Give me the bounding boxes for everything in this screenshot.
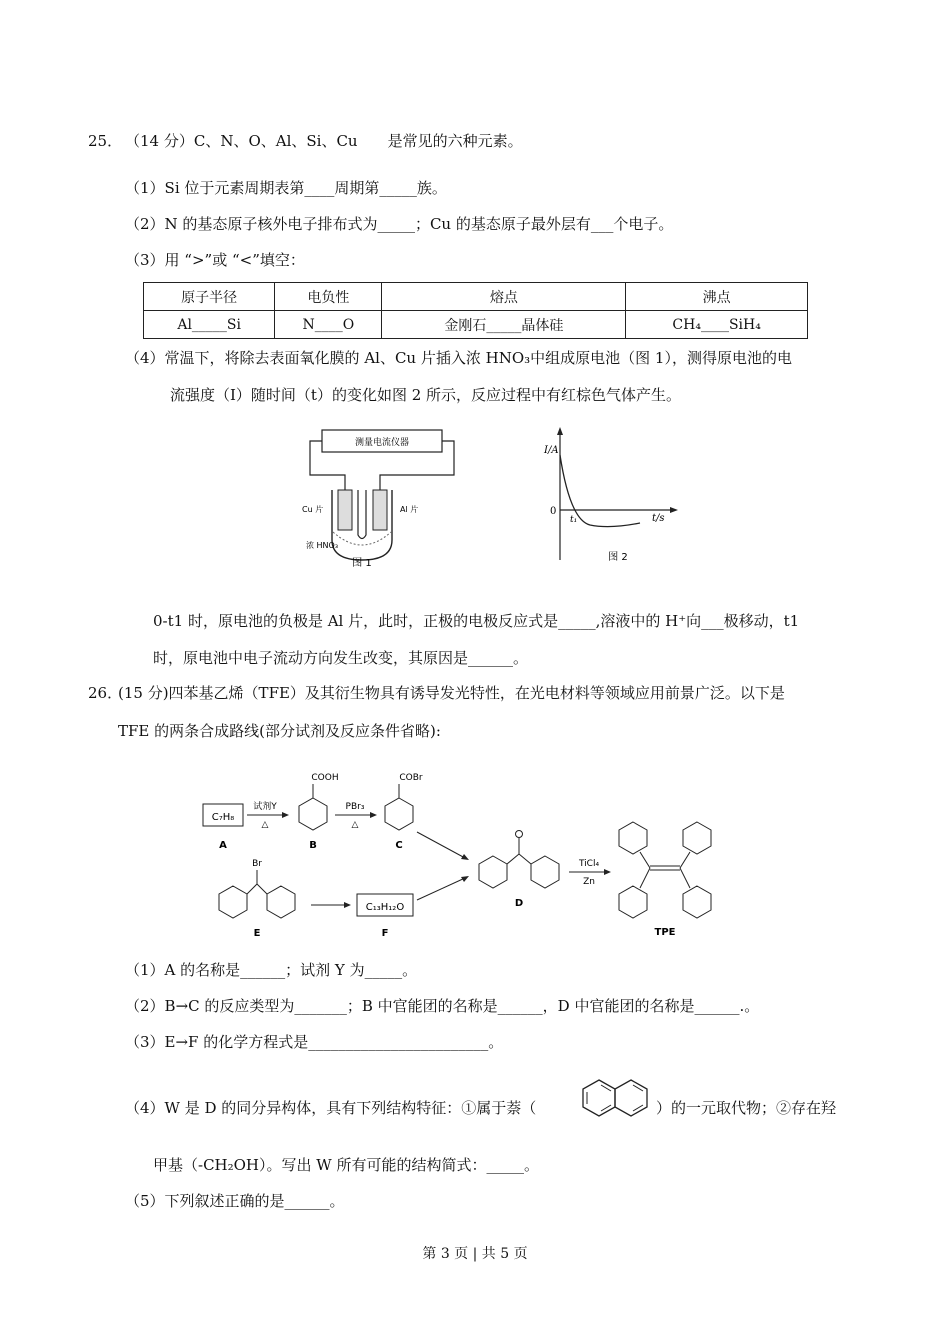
reagent-zn: Zn — [583, 877, 595, 887]
E-group: Br — [252, 859, 262, 869]
q26-header-line2: TFE 的两条合成路线(部分试剂及反应条件省略): — [118, 722, 441, 740]
figure-1-caption: 图 1 — [352, 558, 372, 569]
B-label: B — [309, 840, 317, 851]
q26-part4-a: （4）W 是 D 的同分异构体，具有下列结构特征：①属于萘（ — [125, 1099, 537, 1117]
comparison-table — [143, 282, 808, 339]
q25-part4-line4: 时，原电池中电子流动方向发生改变，其原因是______。 — [153, 649, 529, 667]
table-header: 原子半径 — [144, 283, 275, 311]
acid-label: 浓 HNO₃ — [306, 541, 339, 550]
q25-part4-line1: （4）常温下，将除去表面氧化膜的 Al、Cu 片插入浓 HNO₃中组成原电池（图 1），测得原电池的电 — [125, 349, 792, 367]
x-axis-label: t/s — [652, 513, 665, 524]
TPE-label: TPE — [654, 927, 676, 938]
q25-header: （14 分）C、N、O、Al、Si、Cu 是常见的六种元素。 — [125, 132, 523, 150]
D-label: D — [514, 898, 524, 909]
naphthalene-structure — [577, 1070, 653, 1126]
A-formula: C₇H₈ — [211, 812, 235, 823]
F-formula: C₁₃H₁₂O — [365, 902, 405, 913]
table-header: 沸点 — [626, 283, 808, 311]
instrument-label: 测量电流仪器 — [354, 438, 410, 448]
table-cell: N____O — [275, 311, 382, 339]
q26-part3: （3）E→F 的化学方程式是________________________。 — [125, 1033, 504, 1051]
cu-label: Cu 片 — [302, 505, 324, 514]
q26-header-line1: (15 分)四苯基乙烯（TFE）及其衍生物具有诱导发光特性，在光电材料等领域应用前景广泛。以下是 — [118, 684, 785, 702]
table-header: 熔点 — [382, 283, 626, 311]
q26-part4-b: ）的一元取代物；②存在羟 — [656, 1099, 837, 1117]
figure-1-cell — [300, 420, 470, 570]
q26-part2: （2）B→C 的反应类型为_______；B 中官能团的名称是______，D 中官能团的名称是______.。 — [125, 997, 760, 1015]
q25-part1: （1）Si 位于元素周期表第____周期第_____族。 — [125, 179, 447, 197]
E-label: E — [253, 928, 261, 939]
reagent-pbr3: PBr₃ — [345, 802, 365, 812]
origin-label: 0 — [550, 506, 557, 517]
table-cell: 金刚石_____晶体硅 — [382, 311, 626, 339]
benzhydryl-bromide-E — [219, 870, 295, 918]
benzene-C — [385, 784, 413, 830]
t1-label: t₁ — [570, 515, 578, 525]
y-axis-label: I/A — [544, 445, 559, 456]
q25-part2: （2）N 的基态原子核外电子排布式为_____；Cu 的基态原子最外层有___个电子。 — [125, 215, 674, 233]
al-label: Al 片 — [400, 505, 419, 514]
q26-number: 26． — [88, 684, 123, 702]
table-cell: Al_____Si — [144, 311, 275, 339]
q26-part1: （1）A 的名称是______；试剂 Y 为_____。 — [125, 961, 418, 979]
q26-part5: （5）下列叙述正确的是______。 — [125, 1192, 345, 1210]
figure-2-caption: 图 2 — [608, 552, 628, 563]
q25-number: 25． — [88, 132, 123, 150]
B-group: COOH — [311, 773, 339, 783]
q25-part4-line2: 流强度（I）随时间（t）的变化如图 2 所示，反应过程中有红棕色气体产生。 — [170, 386, 682, 404]
tpe-structure — [619, 822, 711, 918]
F-label: F — [381, 928, 389, 939]
synthesis-scheme — [185, 760, 745, 950]
q25-part4-line3: 0-t1 时，原电池的负极是 Al 片，此时，正极的电极反应式是_____,溶液中的 H⁺向___极移动，t1 — [153, 612, 800, 630]
table-cell: CH₄____SiH₄ — [626, 311, 808, 339]
C-label: C — [395, 840, 403, 851]
delta-2: △ — [351, 820, 359, 830]
C-group: COBr — [399, 773, 423, 783]
page-footer: 第 3 页 | 共 5 页 — [422, 1246, 528, 1262]
benzophenone-D — [479, 831, 559, 889]
benzene-B — [299, 784, 327, 830]
reagent-ticl4: TiCl₄ — [578, 859, 600, 869]
q25-part3: （3）用 “>”或 “<”填空： — [125, 251, 305, 269]
q26-part4-c: 甲基（-CH₂OH）。写出 W 所有可能的结构简式：_____。 — [153, 1156, 539, 1174]
A-label: A — [219, 840, 227, 851]
figure-2-graph — [540, 425, 685, 570]
reagent-y: 试剂Y — [253, 802, 277, 812]
table-header: 电负性 — [275, 283, 382, 311]
delta-1: △ — [261, 820, 269, 830]
